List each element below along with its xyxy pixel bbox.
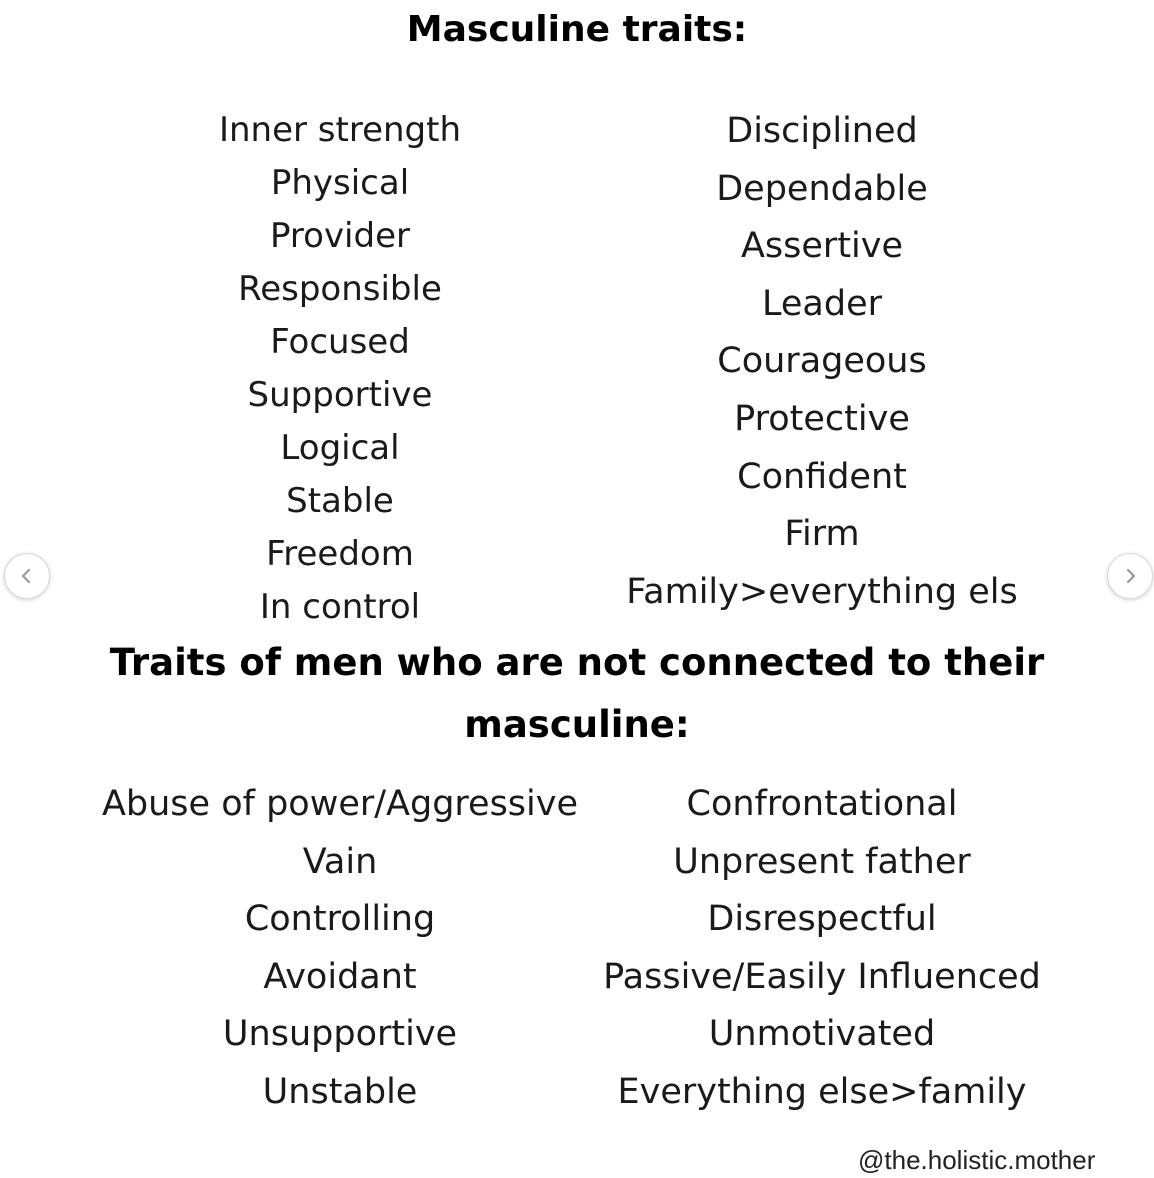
list-item: Leader xyxy=(761,283,882,324)
list-item: In control xyxy=(259,587,421,627)
next-slide-button[interactable] xyxy=(1107,553,1153,599)
list-item: Focused xyxy=(270,322,410,362)
list-item: Logical xyxy=(280,428,400,468)
chevron-right-icon xyxy=(1121,567,1139,585)
masculine-traits-right-list xyxy=(600,103,1044,621)
chevron-left-icon xyxy=(18,567,36,585)
list-item: Dependable xyxy=(716,168,928,209)
list-item: Provider xyxy=(270,216,410,256)
masculine-traits-left-list xyxy=(140,104,540,634)
list-item: Controlling xyxy=(244,899,436,940)
list-item: Abuse of power/Aggressive xyxy=(101,784,579,824)
list-item: Confident xyxy=(737,456,907,497)
list-item: Physical xyxy=(270,163,410,203)
list-item: Courageous xyxy=(717,341,927,382)
list-item: Stable xyxy=(286,481,394,521)
list-item: Everything else>family xyxy=(617,1071,1027,1112)
list-item: Unmotivated xyxy=(708,1014,936,1055)
list-item: Protective xyxy=(734,398,910,439)
list-item: Passive/Easily Influenced xyxy=(603,956,1041,997)
previous-slide-button[interactable] xyxy=(4,553,50,599)
list-item: Freedom xyxy=(266,534,414,574)
list-item: Assertive xyxy=(740,226,904,267)
list-item: Unstable xyxy=(262,1071,418,1112)
list-item: Responsible xyxy=(238,269,442,309)
list-item: Inner strength xyxy=(218,110,462,150)
list-item: Family>everything els xyxy=(626,571,1018,612)
disconnected-traits-right-list xyxy=(590,776,1054,1122)
disconnected-traits-left-list xyxy=(80,776,600,1122)
masculine-traits-heading: Masculine traits: xyxy=(406,9,748,50)
disconnected-traits-heading: Traits of men who are not connected to their masculine: xyxy=(109,641,1045,746)
list-item: Firm xyxy=(784,514,860,555)
list-item: Vain xyxy=(302,841,378,882)
list-item: Avoidant xyxy=(263,956,417,997)
list-item: Supportive xyxy=(247,375,433,415)
list-item: Disciplined xyxy=(726,111,918,151)
list-item: Unpresent father xyxy=(673,841,971,882)
list-item: Unsupportive xyxy=(222,1014,458,1055)
list-item: Confrontational xyxy=(686,784,958,824)
list-item: Disrespectful xyxy=(707,899,937,940)
author-watermark: @the.holistic.mother xyxy=(858,1145,1096,1175)
